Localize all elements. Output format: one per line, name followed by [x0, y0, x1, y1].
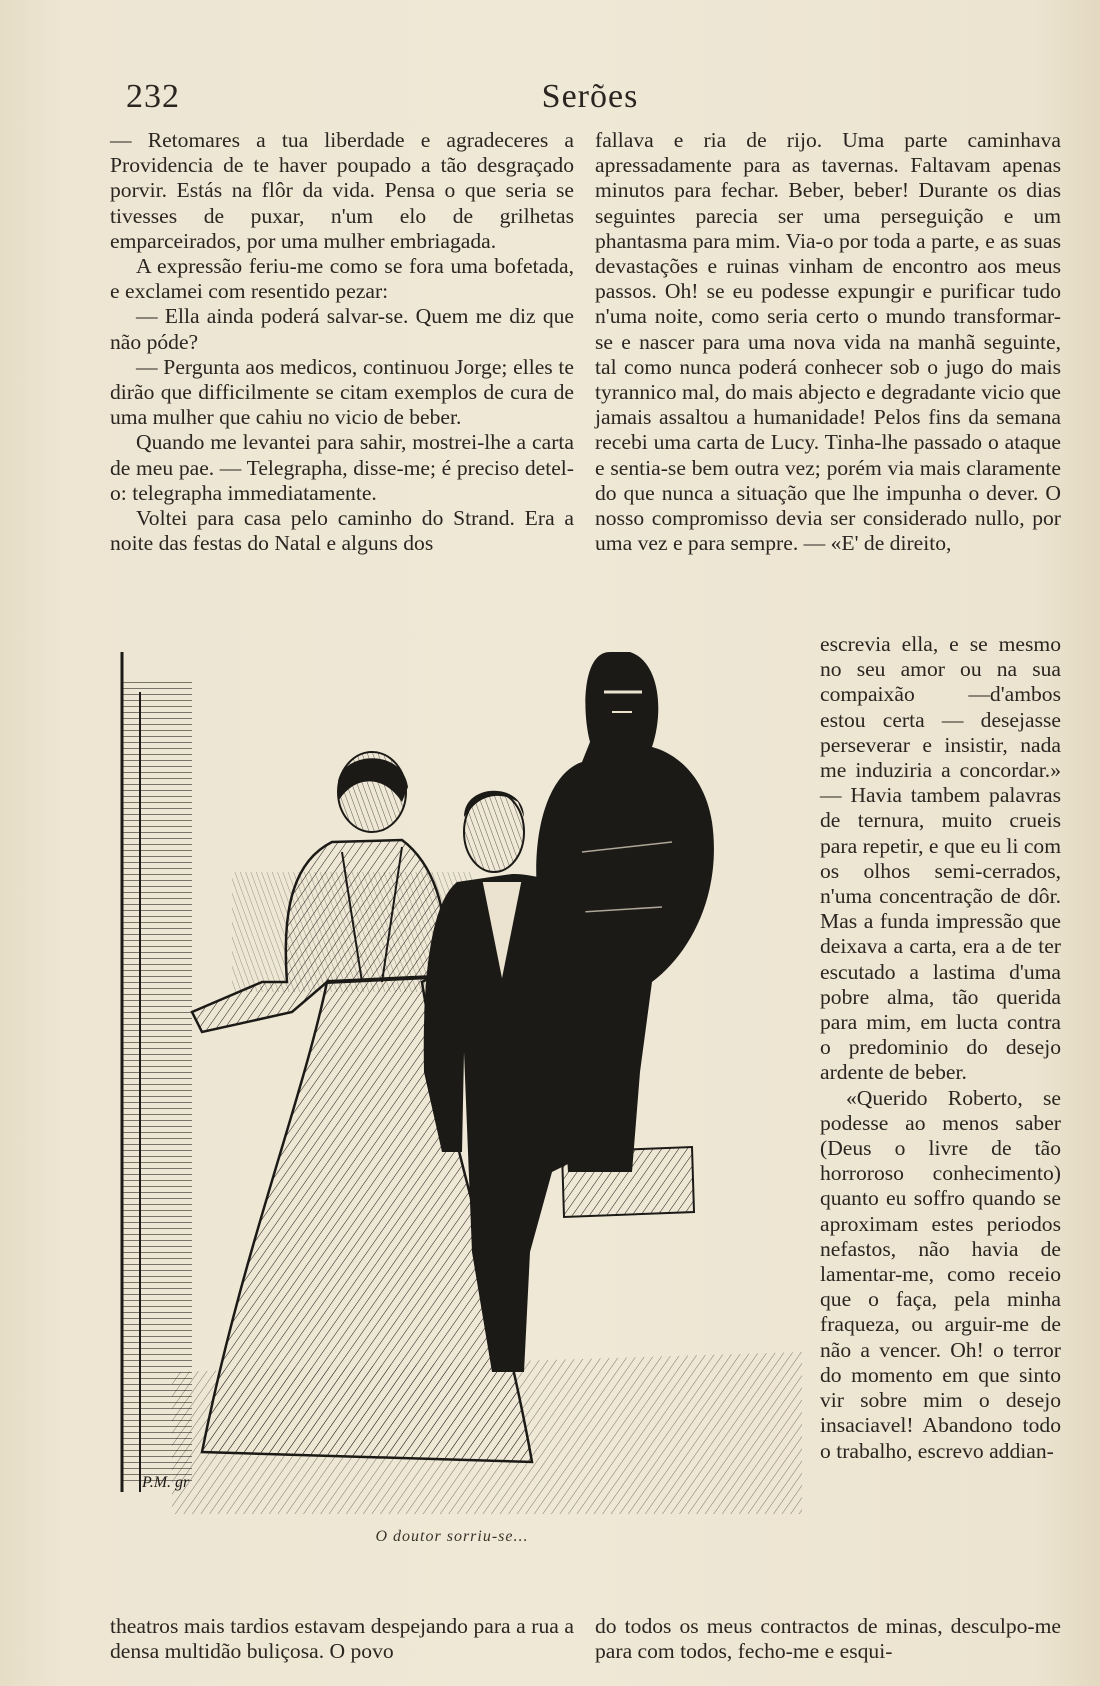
figure-caption: O doutor sorriu-se...	[375, 1528, 529, 1545]
paragraph: «Querido Roberto, se podesse ao menos saber (Deus o livre de tão horroroso conhecimento) quanto eu soffro quando se aproximam estes periodos nefastos, não havia de lamentar-me, como receio que o faça, pela minha fraqueza, ou arguir-me de não a vencer. Oh! o terror do momento em que sinto vir sobre mim o desejo insaciavel! Abandono todo o trabalho, escrevo addian-	[820, 1085, 1061, 1463]
left-column-bottom	[110, 1614, 574, 1664]
paragraph: — Retomares a tua liberdade e agradeceres a Providencia de te haver poupado a tão desgraçado porvir. Estás na flôr da vida. Pensa o que seria se tivesses de puxar, n'um elo de grilhetas emparceirados, por uma mulher embriagada.	[110, 128, 574, 253]
engraving-svg	[112, 652, 802, 1514]
paragraph: fallava e ria de rijo. Uma parte caminhava apressadamente para as tavernas. Faltavam apenas minutos para fechar. Beber, beber! Durante os dias seguintes parecia ser uma perseguição e um phantasma para mim. Via-o por toda a parte, e as suas devastações e ruinas vinham de encontro aos meus passos. Oh! se eu podesse expungir e purificar tudo n'uma noite, como seria certo o mundo transformar-se e nascer para uma nova vida na manhã seguinte, tal como nunca poderá conhecer sob o jugo do mais tyrannico mal, do mais abjecto e degradante vicio que jamais assaltou a humanidade! Pelos fins da semana recebi uma carta de Lucy. Tinha-lhe passado o ataque e sentia-se bem outra vez; porém via mais claramente do que nunca a situação que lhe impunha o dever. O nosso compromisso devia ser considerado nullo, por uma vez e para sempre. — «E' de direito,	[595, 128, 1061, 556]
paragraph: do todos os meus contractos de minas, desculpo-me para com todos, fecho-me e esqui-	[595, 1614, 1061, 1664]
door-panel	[122, 682, 192, 1482]
engraver-signature: P.M. gr	[142, 1474, 190, 1491]
right-column-top	[595, 128, 1061, 556]
engraving-illustration	[112, 652, 802, 1514]
paragraph: Voltei para casa pelo caminho do Strand. Era a noite das festas do Natal e alguns dos	[110, 506, 574, 556]
paragraph: escrevia ella, e se mesmo no seu amor ou na sua compaixão —d'ambos estou certa — desejasse perseverar e insistir, nada me induziria a concordar.» — Havia tambem palavras de ternura, muito crueis para repetir, e que eu li com os olhos semi-cerrados, n'uma concentração de dôr. Mas a funda impressão que deixava a carta, era a de ter escutado a lastima d'uma pobre alma, tão querida para mim, em lucta contra o predominio do desejo ardente de beber.	[820, 632, 1061, 1085]
left-column-top	[110, 128, 574, 556]
page-header	[120, 78, 1060, 122]
paragraph: Quando me levantei para sahir, mostrei-lhe a carta de meu pae. — Telegrapha, disse-me; é preciso detel-o: telegrapha immediatamente.	[110, 430, 574, 505]
paragraph: theatros mais tardios estavam despejando para a rua a densa multidão buliçosa. O povo	[110, 1614, 574, 1664]
paragraph: — Pergunta aos medicos, continuou Jorge; elles te dirão que difficilmente se citam exemplos de cura de uma mulher que cahiu no vicio de beber.	[110, 354, 574, 430]
page-number: 232	[126, 78, 180, 115]
running-title: Serões	[541, 78, 639, 115]
paragraph: — Ella ainda poderá salvar-se. Quem me diz que não póde?	[110, 304, 574, 354]
paragraph: A expressão feriu-me como se fora uma bofetada, e exclamei com resentido pezar:	[110, 254, 574, 304]
right-column-bottom	[595, 1614, 1061, 1664]
right-column-wrap	[820, 632, 1061, 1464]
